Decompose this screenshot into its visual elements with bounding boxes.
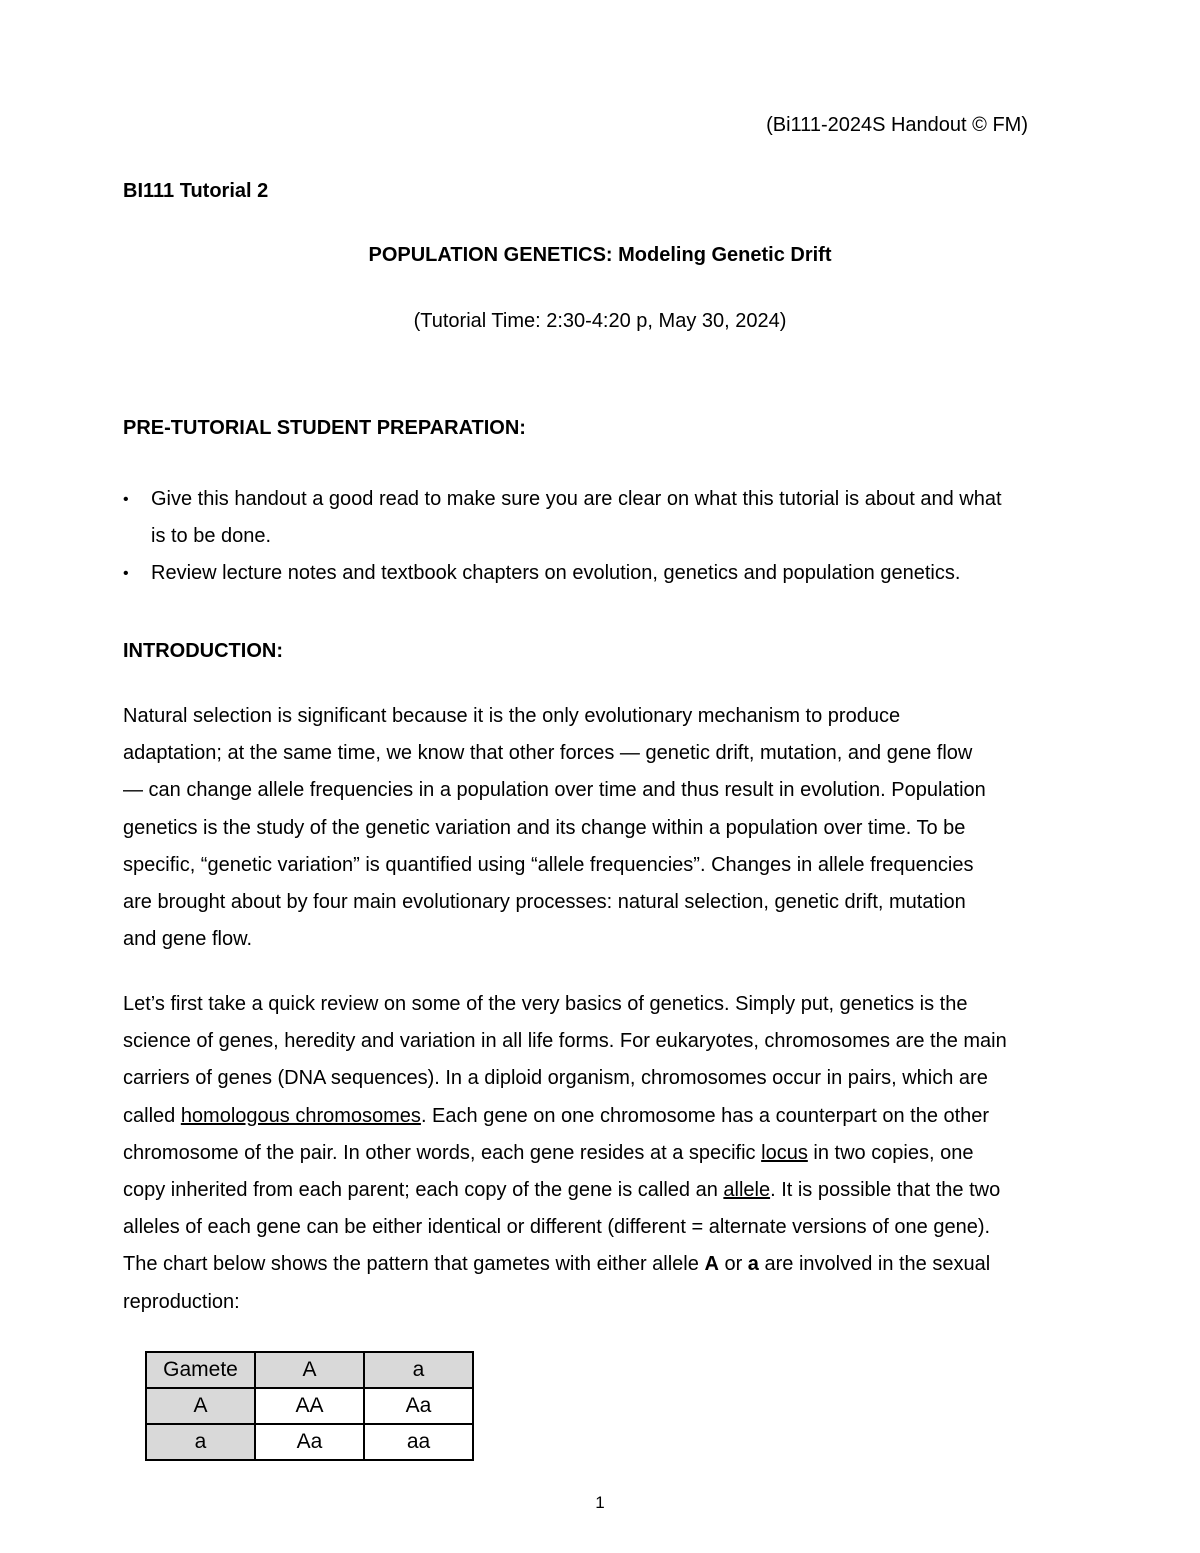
prep-list xyxy=(123,481,1083,592)
paragraph-line: carriers of genes (DNA sequences). In a diploid organism, chromosomes occur in pairs, which are xyxy=(123,1067,988,1090)
list-item-line: Review lecture notes and textbook chapters on evolution, genetics and population genetics. xyxy=(151,562,961,584)
prep-heading: PRE-TUTORIAL STUDENT PREPARATION: xyxy=(123,417,526,439)
table-row-header: a xyxy=(146,1424,255,1460)
paragraph-line: alleles of each gene can be either identical or different (different = alternate versions of one gene). xyxy=(123,1216,991,1239)
gamete-table xyxy=(145,1351,474,1461)
bullet-icon: • xyxy=(123,565,129,582)
term-homologous-chromosomes: homologous chromosomes xyxy=(180,1104,421,1127)
table-row xyxy=(146,1424,473,1460)
intro-paragraph-1 xyxy=(123,698,1083,958)
paragraph-line: and gene flow. xyxy=(123,928,252,951)
list-item xyxy=(123,555,1083,592)
text-run: or xyxy=(718,1253,748,1276)
subtitle-topic: POPULATION GENETICS: xyxy=(368,244,613,266)
table-row xyxy=(146,1388,473,1424)
table-header-cell: a xyxy=(364,1352,473,1388)
paragraph-line: reproduction: xyxy=(123,1290,240,1313)
table-header-cell: Gamete xyxy=(146,1352,255,1388)
text-run: The chart below shows the pattern that gametes with either allele xyxy=(123,1253,705,1276)
table-header-row xyxy=(146,1352,473,1388)
subtitle-rest: Modeling Genetic Drift xyxy=(612,244,832,266)
text-run: are involved in the sexual xyxy=(758,1253,991,1276)
table-header-cell: A xyxy=(255,1352,364,1388)
tutorial-time: (Tutorial Time: 2:30-4:20 p, May 30, 2024) xyxy=(413,310,787,332)
document-subtitle xyxy=(0,244,1200,267)
term-locus: locus xyxy=(761,1141,808,1164)
text-run: copy inherited from each parent; each copy of the gene is called an xyxy=(123,1179,724,1202)
paragraph-line: science of genes, heredity and variation in all life forms. For eukaryotes, chromosomes are the main xyxy=(123,1030,1007,1053)
paragraph-line xyxy=(123,1135,1083,1172)
paragraph-line xyxy=(123,1172,1083,1209)
paragraph-line: are brought about by four main evolutionary processes: natural selection, genetic drift, mutation xyxy=(123,891,966,914)
paragraph-line: genetics is the study of the genetic variation and its change within a population over time. To be xyxy=(123,816,966,839)
paragraph-line: Let’s first take a quick review on some of the very basics of genetics. Simply put, genetics is the xyxy=(123,993,968,1015)
table-cell: Aa xyxy=(255,1424,364,1460)
text-run: chromosome of the pair. In other words, each gene resides at a specific xyxy=(123,1141,762,1164)
paragraph-line xyxy=(123,1246,1083,1283)
table-cell: Aa xyxy=(364,1388,473,1424)
text-run: in two copies, one xyxy=(807,1141,974,1164)
text-run: . It is possible that the two xyxy=(770,1179,1001,1202)
paragraph-line xyxy=(123,1098,1083,1135)
bullet-icon: • xyxy=(123,491,129,508)
paragraph-line: specific, “genetic variation” is quantified using “allele frequencies”. Changes in allele frequencies xyxy=(123,853,974,876)
table-cell: AA xyxy=(255,1388,364,1424)
handout-header: (Bi111-2024S Handout © FM) xyxy=(766,114,1028,136)
term-allele: allele xyxy=(723,1179,771,1202)
text-run: called xyxy=(123,1104,181,1127)
list-item-line: Give this handout a good read to make sure you are clear on what this tutorial is about and what xyxy=(151,488,1002,510)
allele-A-label: A xyxy=(704,1253,719,1276)
table-cell: aa xyxy=(364,1424,473,1460)
allele-a-label: a xyxy=(747,1253,759,1276)
paragraph-line: — can change allele frequencies in a population over time and thus result in evolution. Population xyxy=(123,779,986,802)
list-item-line: is to be done. xyxy=(151,525,272,547)
document-title: BI111 Tutorial 2 xyxy=(123,180,269,202)
intro-paragraph-2 xyxy=(123,986,1083,1321)
paragraph-line: Natural selection is significant because it is the only evolutionary mechanism to produce xyxy=(123,705,901,727)
list-item xyxy=(123,481,1083,555)
table-row-header: A xyxy=(146,1388,255,1424)
paragraph-line: adaptation; at the same time, we know that other forces — genetic drift, mutation, and gene flow xyxy=(123,742,973,765)
text-run: . Each gene on one chromosome has a counterpart on the other xyxy=(420,1104,990,1127)
page-number: 1 xyxy=(595,1493,605,1512)
intro-heading: INTRODUCTION: xyxy=(123,640,283,662)
